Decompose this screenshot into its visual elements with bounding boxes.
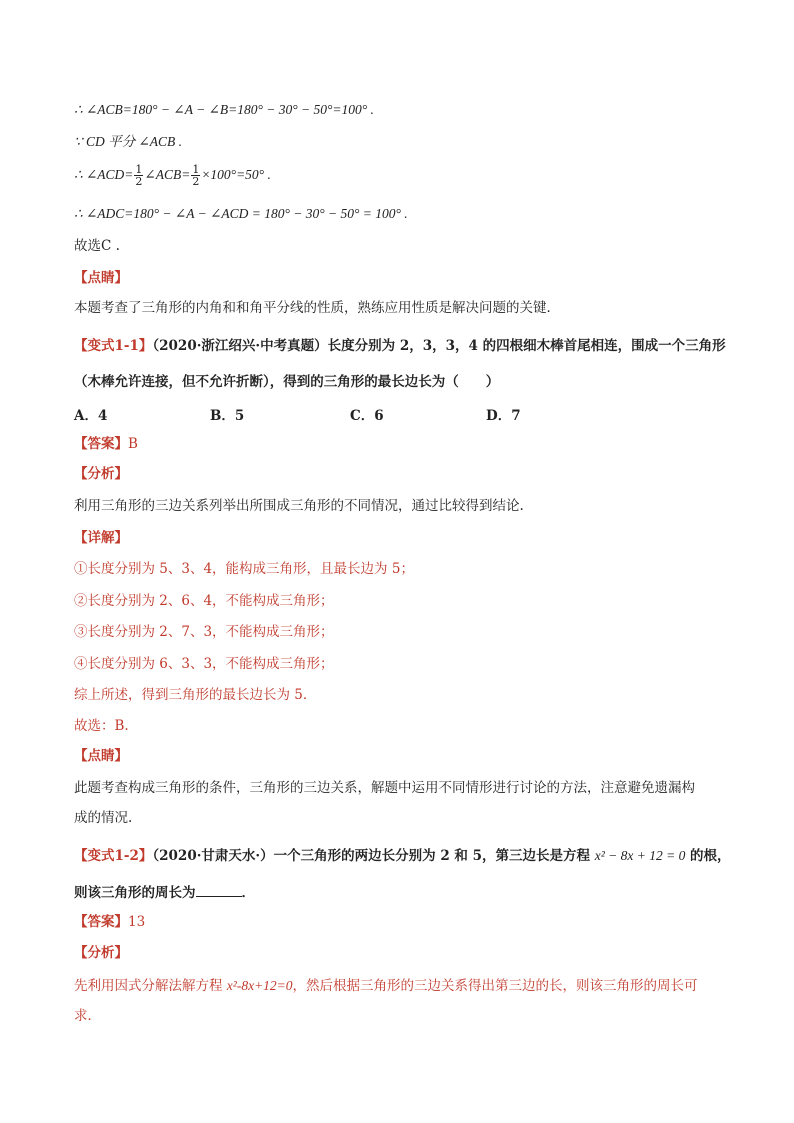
dianjing-heading-2: 【点睛】 xyxy=(74,748,128,764)
dianjing-text-1: 本题考查了三角形的内角和和角平分线的性质，熟练应用性质是解决问题的关键． xyxy=(74,300,560,316)
analysis-text-1-2-line-2: 求． xyxy=(74,1008,101,1024)
analysis-text-1-2-line-1 xyxy=(74,976,698,996)
analysis-equation: x²-8x+12=0 xyxy=(226,978,293,993)
fraction-half-1 xyxy=(134,164,143,187)
question-1-2-stem-post: 的根， xyxy=(685,848,731,864)
question-1-2-equation: x² − 8x + 12 = 0 xyxy=(594,848,686,863)
answer-1-2 xyxy=(74,912,145,932)
answer-value: B xyxy=(128,436,138,452)
solution-line-4 xyxy=(74,204,408,224)
analysis-heading-1-2: 【分析】 xyxy=(74,945,128,961)
question-1-2-tag: 【变式1-2】 xyxy=(74,848,153,864)
option-d: D．7 xyxy=(486,408,521,424)
analysis-post: ，然后根据三角形的三边关系得出第三边的长，则该三角形的周长可 xyxy=(292,978,698,994)
solution-line-2-text: ∵ CD 平分 ∠ACB . xyxy=(74,134,183,149)
question-1-2-stem-2-pre: 则该三角形的周长为 xyxy=(74,885,196,901)
option-c: C．6 xyxy=(350,408,384,424)
option-b: B．5 xyxy=(210,408,245,424)
solution-line-2 xyxy=(74,132,182,152)
solution-choice: 故选C . xyxy=(74,238,120,254)
detail-case-3: ③长度分别为 2、7、3，不能构成三角形； xyxy=(74,624,334,640)
answer-label: 【答案】 xyxy=(74,914,128,930)
fraction-numerator: 1 xyxy=(135,163,143,176)
answer-1-1 xyxy=(74,434,138,454)
dianjing-text-2-line-1: 此题考查构成三角形的条件，三角形的三边关系，解题中运用不同情形进行讨论的方法，注意避免遗漏构 xyxy=(74,780,695,796)
dianjing-heading-1: 【点睛】 xyxy=(74,270,128,286)
question-1-1-tag: 【变式1-1】 xyxy=(74,338,153,354)
answer-value: 13 xyxy=(128,914,146,930)
answer-label: 【答案】 xyxy=(74,436,128,452)
analysis-pre: 先利用因式分解法解方程 xyxy=(74,978,227,994)
detail-choice: 故选：B. xyxy=(74,718,129,734)
solution-line-3-pre: ∴ ∠ACD= xyxy=(74,167,134,182)
solution-line-1-text: ∴ ∠ACB=180° − ∠A − ∠B=180° − 30° − 50°=100° . xyxy=(74,102,374,117)
question-1-1-stem-1: （2020·浙江绍兴·中考真题）长度分别为 2，3，3，4 的四根细木棒首尾相连，围成一个三角形 xyxy=(152,338,726,354)
question-1-1-stem-line-2: （木棒允许连接，但不允许折断），得到的三角形的最长边长为（ ） xyxy=(74,374,500,390)
solution-line-1 xyxy=(74,100,374,120)
question-1-2-stem-2-post: ． xyxy=(241,885,255,901)
detail-heading-1-1: 【详解】 xyxy=(74,530,128,546)
question-1-2-stem-pre: （2020·甘肃天水·）一个三角形的两边长分别为 2 和 5，第三边长是方程 xyxy=(152,848,595,864)
answer-blank xyxy=(196,882,242,897)
solution-line-5 xyxy=(74,236,120,256)
question-1-2-stem-line-1 xyxy=(74,846,731,866)
dianjing-text-2-line-2: 成的情况. xyxy=(74,810,133,826)
fraction-numerator: 1 xyxy=(192,163,200,176)
detail-case-2: ②长度分别为 2、6、4，不能构成三角形； xyxy=(74,593,334,609)
analysis-text-1-1: 利用三角形的三边关系列举出所围成三角形的不同情况，通过比较得到结论. xyxy=(74,498,524,514)
solution-line-3-mid: ∠ACB= xyxy=(144,167,191,182)
solution-line-3-post: ×100°=50° . xyxy=(201,167,271,182)
fraction-half-2 xyxy=(191,164,200,187)
fraction-denominator: 2 xyxy=(192,175,200,188)
question-1-1-stem-line-1 xyxy=(74,336,726,356)
fraction-denominator: 2 xyxy=(135,175,143,188)
solution-line-3 xyxy=(74,164,271,187)
detail-case-1: ①长度分别为 5、3、4，能构成三角形，且最长边为 5； xyxy=(74,561,414,577)
detail-summary: 综上所述，得到三角形的最长边长为 5． xyxy=(74,687,317,703)
question-1-2-stem-line-2 xyxy=(74,882,255,903)
analysis-heading-1-1: 【分析】 xyxy=(74,466,128,482)
option-a: A．4 xyxy=(74,408,108,424)
solution-line-4-text: ∴ ∠ADC=180° − ∠A − ∠ACD = 180° − 30° − 50° = 100° . xyxy=(74,206,408,221)
detail-case-4: ④长度分别为 6、3、3，不能构成三角形； xyxy=(74,656,334,672)
